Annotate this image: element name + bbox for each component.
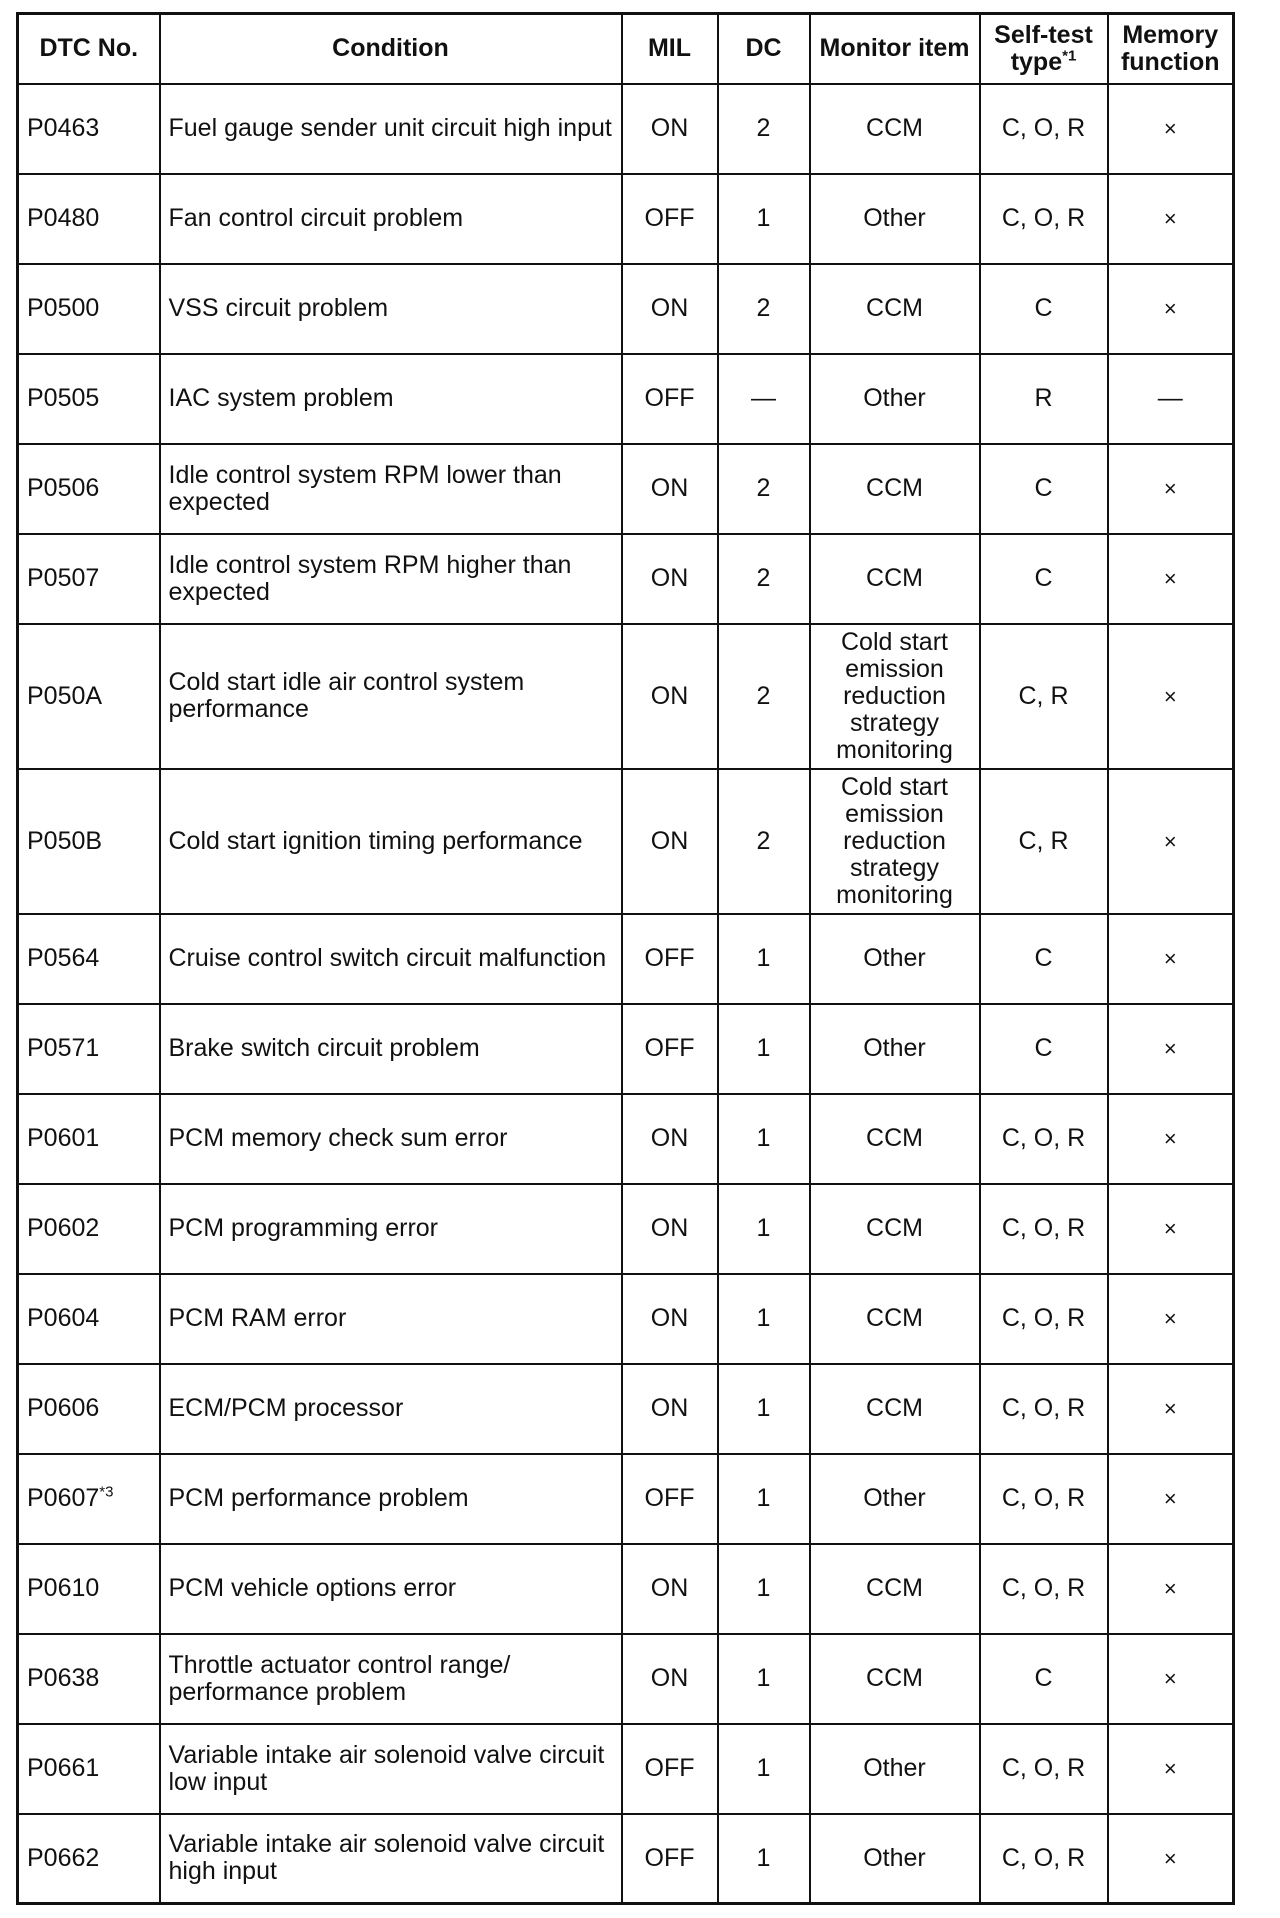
self-test-type-cell-text: C, O, R bbox=[1001, 1304, 1086, 1332]
dc-cell-text: 1 bbox=[756, 1124, 771, 1152]
dc-cell-text: 2 bbox=[756, 564, 771, 592]
monitor-item-cell bbox=[810, 444, 980, 534]
condition-cell-text: Cruise control switch circuit malfunction bbox=[168, 944, 607, 972]
dtc-code-cell-text: P0564 bbox=[27, 944, 100, 972]
mil-cell-text: OFF bbox=[644, 944, 695, 972]
dtc-code-cell bbox=[18, 174, 160, 264]
dtc-code-cell-text: P0500 bbox=[27, 294, 100, 322]
memory-function-cell-text: × bbox=[1163, 1216, 1177, 1241]
table-row bbox=[18, 534, 1234, 624]
monitor-item-cell bbox=[810, 1094, 980, 1184]
self-test-type-cell-text: C, O, R bbox=[1001, 204, 1086, 232]
monitor-item-cell bbox=[810, 84, 980, 174]
mil-cell bbox=[622, 1184, 718, 1274]
condition-cell-text: Idle control system RPM lower than expected bbox=[168, 460, 562, 516]
memory-function-cell bbox=[1108, 354, 1234, 444]
mil-cell bbox=[622, 1454, 718, 1544]
dtc-code-cell-text: P0480 bbox=[27, 204, 100, 232]
self-test-type-cell bbox=[980, 174, 1108, 264]
mil-cell-text: OFF bbox=[644, 204, 695, 232]
monitor-item-cell-text: Other bbox=[863, 384, 926, 412]
memory-function-cell bbox=[1108, 1364, 1234, 1454]
memory-function-cell bbox=[1108, 534, 1234, 624]
dc-cell bbox=[718, 769, 810, 914]
condition-cell-text: PCM RAM error bbox=[168, 1304, 347, 1332]
monitor-item-cell bbox=[810, 1454, 980, 1544]
self-test-type-cell-text: C bbox=[1034, 564, 1053, 592]
mil-cell-text: ON bbox=[650, 294, 689, 322]
table-row bbox=[18, 1004, 1234, 1094]
monitor-item-cell-text: Other bbox=[863, 944, 926, 972]
dtc-code-cell bbox=[18, 1004, 160, 1094]
dc-cell-text: 2 bbox=[756, 681, 771, 710]
memory-function-cell-text: × bbox=[1163, 206, 1177, 231]
monitor-item-cell-text: Other bbox=[863, 1034, 926, 1062]
condition-cell-text: PCM vehicle options error bbox=[168, 1574, 457, 1602]
dc-cell-text: 1 bbox=[756, 1394, 771, 1422]
memory-function-cell bbox=[1108, 1184, 1234, 1274]
condition-cell bbox=[160, 1094, 622, 1184]
dtc-code-cell bbox=[18, 1094, 160, 1184]
memory-function-cell bbox=[1108, 1814, 1234, 1904]
mil-cell bbox=[622, 1634, 718, 1724]
monitor-item-cell-text: CCM bbox=[866, 474, 923, 502]
memory-function-cell-text: — bbox=[1157, 384, 1183, 412]
self-test-type-cell-text: C, O, R bbox=[1001, 1843, 1086, 1872]
mil-cell bbox=[622, 1004, 718, 1094]
self-test-type-cell bbox=[980, 1544, 1108, 1634]
dtc-code-cell-text: P0506 bbox=[27, 474, 100, 502]
memory-function-cell bbox=[1108, 624, 1234, 769]
dtc-code-cell bbox=[18, 1724, 160, 1814]
dc-cell-text: 1 bbox=[756, 1034, 771, 1062]
dc-cell bbox=[718, 1094, 810, 1184]
dc-cell bbox=[718, 1544, 810, 1634]
dtc-code-cell bbox=[18, 444, 160, 534]
table-row bbox=[18, 174, 1234, 264]
monitor-item-cell-text: CCM bbox=[866, 1124, 923, 1152]
memory-function-cell bbox=[1108, 1274, 1234, 1364]
header-condition: Condition bbox=[160, 14, 622, 84]
dtc-code-cell-text: P050B bbox=[27, 826, 103, 855]
dtc-code-cell-text: P0571 bbox=[27, 1034, 100, 1062]
mil-cell bbox=[622, 1364, 718, 1454]
memory-function-cell-text: × bbox=[1163, 828, 1177, 854]
mil-cell-text: ON bbox=[650, 1394, 689, 1422]
dtc-code-cell-text: P0662 bbox=[27, 1843, 100, 1872]
self-test-type-cell bbox=[980, 1454, 1108, 1544]
memory-function-cell-text: × bbox=[1163, 116, 1177, 141]
header-row bbox=[18, 14, 1234, 84]
dtc-code-cell bbox=[18, 354, 160, 444]
monitor-item-cell-text: CCM bbox=[866, 114, 923, 142]
memory-function-cell-text: × bbox=[1163, 1036, 1177, 1061]
dc-cell bbox=[718, 174, 810, 264]
self-test-type-cell bbox=[980, 1094, 1108, 1184]
monitor-item-cell bbox=[810, 914, 980, 1004]
self-test-type-cell bbox=[980, 354, 1108, 444]
dc-cell bbox=[718, 534, 810, 624]
monitor-item-cell-text: CCM bbox=[866, 1394, 923, 1422]
dc-cell-text: 2 bbox=[756, 294, 771, 322]
dtc-code-cell-text: P0463 bbox=[27, 114, 100, 142]
condition-cell-text: IAC system problem bbox=[168, 384, 394, 412]
self-test-type-cell bbox=[980, 84, 1108, 174]
memory-function-cell bbox=[1108, 84, 1234, 174]
self-test-type-cell-text: R bbox=[1034, 384, 1053, 412]
condition-cell-text: Brake switch circuit problem bbox=[168, 1034, 480, 1062]
self-test-type-cell-text: C bbox=[1034, 1664, 1053, 1692]
self-test-type-cell-text: C bbox=[1034, 474, 1053, 502]
condition-cell bbox=[160, 624, 622, 769]
condition-cell bbox=[160, 1814, 622, 1904]
dtc-code-cell bbox=[18, 534, 160, 624]
memory-function-cell-text: × bbox=[1163, 1396, 1177, 1421]
condition-cell-text: VSS circuit problem bbox=[168, 294, 389, 322]
dtc-code-cell bbox=[18, 1634, 160, 1724]
dc-cell-text: — bbox=[751, 384, 776, 412]
monitor-item-cell bbox=[810, 1004, 980, 1094]
header-mil: MIL bbox=[622, 14, 718, 84]
monitor-item-cell bbox=[810, 1814, 980, 1904]
self-test-type-cell bbox=[980, 1004, 1108, 1094]
table-row bbox=[18, 914, 1234, 1004]
dc-cell-text: 1 bbox=[756, 1664, 771, 1692]
mil-cell bbox=[622, 1544, 718, 1634]
dtc-code-cell-text: P0601 bbox=[27, 1124, 100, 1152]
self-test-type-cell-text: C bbox=[1034, 1034, 1053, 1062]
table-row bbox=[18, 84, 1234, 174]
mil-cell bbox=[622, 1724, 718, 1814]
mil-cell bbox=[622, 354, 718, 444]
condition-cell-text: Cold start ignition timing performance bbox=[168, 826, 583, 855]
dtc-code-cell bbox=[18, 624, 160, 769]
header-self-test-footnote: *1 bbox=[1062, 47, 1077, 65]
dc-cell-text: 1 bbox=[756, 1574, 771, 1602]
mil-cell bbox=[622, 534, 718, 624]
dtc-code-cell bbox=[18, 914, 160, 1004]
condition-cell-text: Fan control circuit problem bbox=[168, 204, 464, 232]
memory-function-cell-text: × bbox=[1163, 1576, 1177, 1601]
monitor-item-cell bbox=[810, 174, 980, 264]
self-test-type-cell-text: C, O, R bbox=[1001, 1214, 1086, 1242]
dtc-code-cell-text: P0661 bbox=[27, 1754, 100, 1782]
table-row bbox=[18, 1094, 1234, 1184]
mil-cell bbox=[622, 769, 718, 914]
self-test-type-cell bbox=[980, 769, 1108, 914]
dc-cell bbox=[718, 354, 810, 444]
mil-cell-text: OFF bbox=[644, 384, 695, 412]
monitor-item-cell-text: Other bbox=[863, 1843, 926, 1872]
dtc-code-cell bbox=[18, 84, 160, 174]
self-test-type-cell-text: C, O, R bbox=[1001, 1394, 1086, 1422]
header-dtc-no: DTC No. bbox=[18, 14, 160, 84]
table-row bbox=[18, 769, 1234, 914]
monitor-item-cell bbox=[810, 534, 980, 624]
header-memory-function: Memory function bbox=[1108, 14, 1234, 84]
monitor-item-cell bbox=[810, 769, 980, 914]
condition-cell bbox=[160, 1634, 622, 1724]
self-test-type-cell-text: C bbox=[1034, 294, 1053, 322]
mil-cell-text: ON bbox=[650, 1574, 689, 1602]
dc-cell-text: 1 bbox=[756, 1843, 771, 1872]
dtc-code-cell bbox=[18, 1364, 160, 1454]
monitor-item-cell-text: CCM bbox=[866, 1664, 923, 1692]
monitor-item-cell bbox=[810, 1364, 980, 1454]
memory-function-cell-text: × bbox=[1163, 1756, 1177, 1781]
dtc-table bbox=[16, 12, 1235, 1905]
dc-cell bbox=[718, 444, 810, 534]
condition-cell bbox=[160, 1274, 622, 1364]
self-test-type-cell bbox=[980, 1184, 1108, 1274]
memory-function-cell bbox=[1108, 1634, 1234, 1724]
self-test-type-cell bbox=[980, 1364, 1108, 1454]
self-test-type-cell-text: C, O, R bbox=[1001, 1484, 1086, 1512]
dtc-code-cell bbox=[18, 1814, 160, 1904]
table-row bbox=[18, 1184, 1234, 1274]
mil-cell bbox=[622, 84, 718, 174]
condition-cell bbox=[160, 264, 622, 354]
mil-cell-text: OFF bbox=[644, 1754, 695, 1782]
dc-cell-text: 1 bbox=[756, 944, 771, 972]
mil-cell bbox=[622, 1814, 718, 1904]
condition-cell-text: Cold start idle air control system performance bbox=[168, 668, 525, 723]
mil-cell-text: ON bbox=[650, 1304, 689, 1332]
condition-cell bbox=[160, 534, 622, 624]
condition-cell bbox=[160, 1364, 622, 1454]
dc-cell bbox=[718, 914, 810, 1004]
memory-function-cell-text: × bbox=[1163, 683, 1177, 709]
condition-cell bbox=[160, 769, 622, 914]
self-test-type-cell-text: C, O, R bbox=[1001, 1574, 1086, 1602]
dc-cell bbox=[718, 1184, 810, 1274]
dtc-code-cell-text: P0604 bbox=[27, 1304, 100, 1332]
memory-function-cell-text: × bbox=[1163, 1845, 1177, 1871]
memory-function-cell-text: × bbox=[1163, 1486, 1177, 1511]
memory-function-cell-text: × bbox=[1163, 476, 1177, 501]
monitor-item-cell bbox=[810, 1274, 980, 1364]
mil-cell bbox=[622, 914, 718, 1004]
monitor-item-cell-text: Other bbox=[863, 1754, 926, 1782]
monitor-item-cell-text: CCM bbox=[866, 1304, 923, 1332]
memory-function-cell bbox=[1108, 769, 1234, 914]
dtc-code-cell-text: P0602 bbox=[27, 1214, 100, 1242]
dtc-code-cell bbox=[18, 1454, 160, 1544]
condition-cell-text: PCM memory check sum error bbox=[168, 1124, 508, 1152]
monitor-item-cell bbox=[810, 1544, 980, 1634]
memory-function-cell bbox=[1108, 1454, 1234, 1544]
self-test-type-cell-text: C, O, R bbox=[1001, 114, 1086, 142]
dtc-table-body bbox=[18, 84, 1234, 1904]
table-row bbox=[18, 1814, 1234, 1904]
dc-cell-text: 2 bbox=[756, 114, 771, 142]
monitor-item-cell bbox=[810, 264, 980, 354]
dtc-code-cell-text: P0606 bbox=[27, 1394, 100, 1422]
mil-cell-text: ON bbox=[650, 564, 689, 592]
memory-function-cell bbox=[1108, 1004, 1234, 1094]
dc-cell-text: 1 bbox=[756, 204, 771, 232]
condition-cell bbox=[160, 1454, 622, 1544]
table-row bbox=[18, 1454, 1234, 1544]
self-test-type-cell bbox=[980, 1814, 1108, 1904]
dc-cell-text: 1 bbox=[756, 1754, 771, 1782]
mil-cell-text: ON bbox=[650, 114, 689, 142]
dtc-code-cell-text: P0505 bbox=[27, 384, 100, 412]
monitor-item-cell-text: CCM bbox=[866, 564, 923, 592]
monitor-item-cell bbox=[810, 1724, 980, 1814]
self-test-type-cell bbox=[980, 914, 1108, 1004]
dc-cell bbox=[718, 264, 810, 354]
mil-cell bbox=[622, 1094, 718, 1184]
header-monitor-item: Monitor item bbox=[810, 14, 980, 84]
memory-function-cell bbox=[1108, 444, 1234, 534]
condition-cell bbox=[160, 444, 622, 534]
self-test-type-cell-text: C, O, R bbox=[1001, 1124, 1086, 1152]
monitor-item-cell-text: CCM bbox=[866, 1214, 923, 1242]
dtc-code-footnote: *3 bbox=[99, 1483, 114, 1501]
memory-function-cell bbox=[1108, 174, 1234, 264]
dc-cell-text: 2 bbox=[756, 474, 771, 502]
dtc-code-cell bbox=[18, 264, 160, 354]
self-test-type-cell-text: C, R bbox=[1018, 681, 1069, 710]
dc-cell-text: 2 bbox=[756, 826, 771, 855]
self-test-type-cell-text: C, R bbox=[1018, 826, 1069, 855]
condition-cell bbox=[160, 1544, 622, 1634]
mil-cell-text: ON bbox=[650, 474, 689, 502]
mil-cell-text: ON bbox=[650, 1664, 689, 1692]
dc-cell bbox=[718, 1724, 810, 1814]
dc-cell bbox=[718, 1814, 810, 1904]
condition-cell bbox=[160, 1004, 622, 1094]
memory-function-cell bbox=[1108, 914, 1234, 1004]
memory-function-cell-text: × bbox=[1163, 1306, 1177, 1331]
memory-function-cell bbox=[1108, 1094, 1234, 1184]
table-row bbox=[18, 354, 1234, 444]
condition-cell bbox=[160, 354, 622, 444]
monitor-item-cell-text: Other bbox=[863, 204, 926, 232]
dtc-code-cell-text: P0638 bbox=[27, 1664, 100, 1692]
self-test-type-cell-text: C, O, R bbox=[1001, 1754, 1086, 1782]
monitor-item-cell bbox=[810, 1634, 980, 1724]
mil-cell-text: ON bbox=[650, 826, 689, 855]
dc-cell bbox=[718, 84, 810, 174]
condition-cell bbox=[160, 1184, 622, 1274]
condition-cell-text: Throttle actuator control range/ performance problem bbox=[168, 1650, 511, 1706]
mil-cell bbox=[622, 174, 718, 264]
condition-cell-text: Idle control system RPM higher than expected bbox=[168, 550, 572, 606]
mil-cell-text: ON bbox=[650, 1214, 689, 1242]
condition-cell-text: Variable intake air solenoid valve circuit high input bbox=[168, 1830, 605, 1886]
mil-cell-text: OFF bbox=[644, 1843, 695, 1872]
dtc-code-cell bbox=[18, 1544, 160, 1634]
condition-cell-text: Variable intake air solenoid valve circuit low input bbox=[168, 1740, 605, 1796]
dc-cell-text: 1 bbox=[756, 1304, 771, 1332]
header-dc: DC bbox=[718, 14, 810, 84]
dtc-code-cell-text: P0607 bbox=[27, 1484, 100, 1512]
dtc-code-cell-text: P0507 bbox=[27, 564, 100, 592]
monitor-item-cell bbox=[810, 624, 980, 769]
header-self-test-type-label: Self-test type bbox=[994, 20, 1093, 76]
memory-function-cell-text: × bbox=[1163, 1666, 1177, 1691]
dtc-code-cell-text: P0610 bbox=[27, 1574, 100, 1602]
condition-cell-text: Fuel gauge sender unit circuit high input bbox=[168, 114, 612, 142]
dc-cell-text: 1 bbox=[756, 1484, 771, 1512]
dc-cell bbox=[718, 624, 810, 769]
mil-cell bbox=[622, 264, 718, 354]
monitor-item-cell-text: Other bbox=[863, 1484, 926, 1512]
dc-cell-text: 1 bbox=[756, 1214, 771, 1242]
self-test-type-cell bbox=[980, 534, 1108, 624]
dc-cell bbox=[718, 1274, 810, 1364]
table-row bbox=[18, 1364, 1234, 1454]
self-test-type-cell bbox=[980, 624, 1108, 769]
monitor-item-cell-text: CCM bbox=[866, 294, 923, 322]
mil-cell-text: OFF bbox=[644, 1034, 695, 1062]
memory-function-cell bbox=[1108, 1724, 1234, 1814]
dc-cell bbox=[718, 1004, 810, 1094]
mil-cell-text: ON bbox=[650, 681, 689, 710]
memory-function-cell-text: × bbox=[1163, 296, 1177, 321]
dtc-code-cell-text: P050A bbox=[27, 681, 103, 710]
table-row bbox=[18, 1634, 1234, 1724]
memory-function-cell bbox=[1108, 1544, 1234, 1634]
mil-cell bbox=[622, 444, 718, 534]
table-row bbox=[18, 444, 1234, 534]
table-row bbox=[18, 264, 1234, 354]
dtc-code-cell bbox=[18, 1274, 160, 1364]
mil-cell bbox=[622, 624, 718, 769]
mil-cell-text: OFF bbox=[644, 1484, 695, 1512]
condition-cell bbox=[160, 174, 622, 264]
monitor-item-cell bbox=[810, 1184, 980, 1274]
memory-function-cell-text: × bbox=[1163, 1126, 1177, 1151]
self-test-type-cell bbox=[980, 1634, 1108, 1724]
table-row bbox=[18, 1274, 1234, 1364]
monitor-item-cell-text: CCM bbox=[866, 1574, 923, 1602]
condition-cell-text: PCM programming error bbox=[168, 1214, 439, 1242]
monitor-item-cell-text: Cold start emission reduction strategy monitoring bbox=[836, 627, 953, 764]
dtc-code-cell bbox=[18, 1184, 160, 1274]
header-self-test-type bbox=[980, 14, 1108, 84]
monitor-item-cell bbox=[810, 354, 980, 444]
condition-cell bbox=[160, 84, 622, 174]
self-test-type-cell bbox=[980, 264, 1108, 354]
self-test-type-cell-text: C bbox=[1034, 944, 1053, 972]
table-row bbox=[18, 624, 1234, 769]
dc-cell bbox=[718, 1634, 810, 1724]
self-test-type-cell bbox=[980, 1274, 1108, 1364]
memory-function-cell-text: × bbox=[1163, 946, 1177, 971]
memory-function-cell bbox=[1108, 264, 1234, 354]
condition-cell bbox=[160, 1724, 622, 1814]
monitor-item-cell-text: Cold start emission reduction strategy monitoring bbox=[836, 772, 953, 909]
mil-cell-text: ON bbox=[650, 1124, 689, 1152]
dc-cell bbox=[718, 1454, 810, 1544]
condition-cell bbox=[160, 914, 622, 1004]
condition-cell-text: PCM performance problem bbox=[168, 1484, 469, 1512]
memory-function-cell-text: × bbox=[1163, 566, 1177, 591]
self-test-type-cell bbox=[980, 1724, 1108, 1814]
table-row bbox=[18, 1544, 1234, 1634]
self-test-type-cell bbox=[980, 444, 1108, 534]
dc-cell bbox=[718, 1364, 810, 1454]
table-row bbox=[18, 1724, 1234, 1814]
dtc-code-cell bbox=[18, 769, 160, 914]
condition-cell-text: ECM/PCM processor bbox=[168, 1394, 404, 1422]
mil-cell bbox=[622, 1274, 718, 1364]
